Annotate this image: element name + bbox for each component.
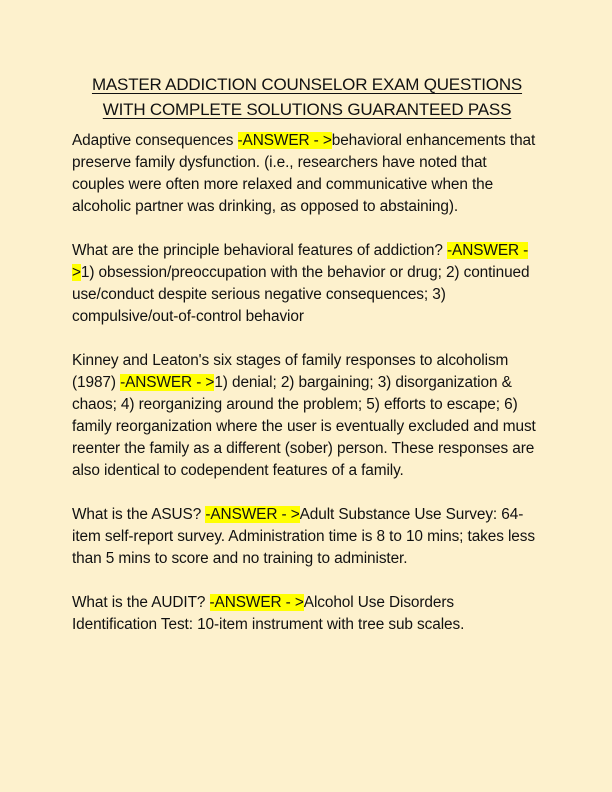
answer-marker: -ANSWER - >	[209, 594, 304, 611]
answer-marker: -ANSWER - >	[237, 132, 332, 149]
qa-item	[72, 240, 542, 328]
title-line-1: MASTER ADDICTION COUNSELOR EXAM QUESTIONS	[91, 75, 523, 94]
title-line-2: WITH COMPLETE SOLUTIONS GUARANTEED PASS	[102, 100, 512, 119]
question-text: Kinney and Leaton's six stages of family responses to alcoholism (1987)	[72, 352, 509, 391]
answer-text: Adult Substance Use Survey: 64-item self-report survey. Administration time is 8 to 10 mins; takes less than 5 mins to score and no training to administer.	[72, 506, 535, 567]
answer-text: 1) denial; 2) bargaining; 3) disorganization & chaos; 4) reorganizing around the problem; 5) efforts to escape; 6) family reorganization where the user is eventually excluded and must reenter the family as a different (sober) person. These responses are also identical to codependent features of a family.	[72, 374, 536, 479]
qa-item	[72, 504, 542, 570]
question-text: What is the AUDIT?	[72, 594, 210, 611]
qa-item	[72, 130, 542, 218]
question-text: What are the principle behavioral features of addiction?	[72, 242, 448, 259]
question-text: What is the ASUS?	[72, 506, 206, 523]
qa-item	[72, 350, 542, 482]
answer-marker: -ANSWER - >	[120, 374, 215, 391]
answer-marker: -ANSWER - >	[205, 506, 300, 523]
answer-text: behavioral enhancements that preserve family dysfunction. (i.e., researchers have noted that couples were often more relaxed and communicative when the alcoholic partner was drinking, as opposed to abstaining).	[72, 132, 536, 215]
question-text: Adaptive consequences	[72, 132, 238, 149]
document-title	[72, 72, 542, 122]
qa-item	[72, 592, 542, 636]
answer-marker: -ANSWER - >	[72, 242, 529, 281]
answer-text: 1) obsession/preoccupation with the behavior or drug; 2) continued use/conduct despite serious negative consequences; 3) compulsive/out-of-control behavior	[72, 264, 530, 325]
answer-text: Alcohol Use Disorders Identification Test: 10-item instrument with tree sub scales.	[72, 594, 465, 633]
